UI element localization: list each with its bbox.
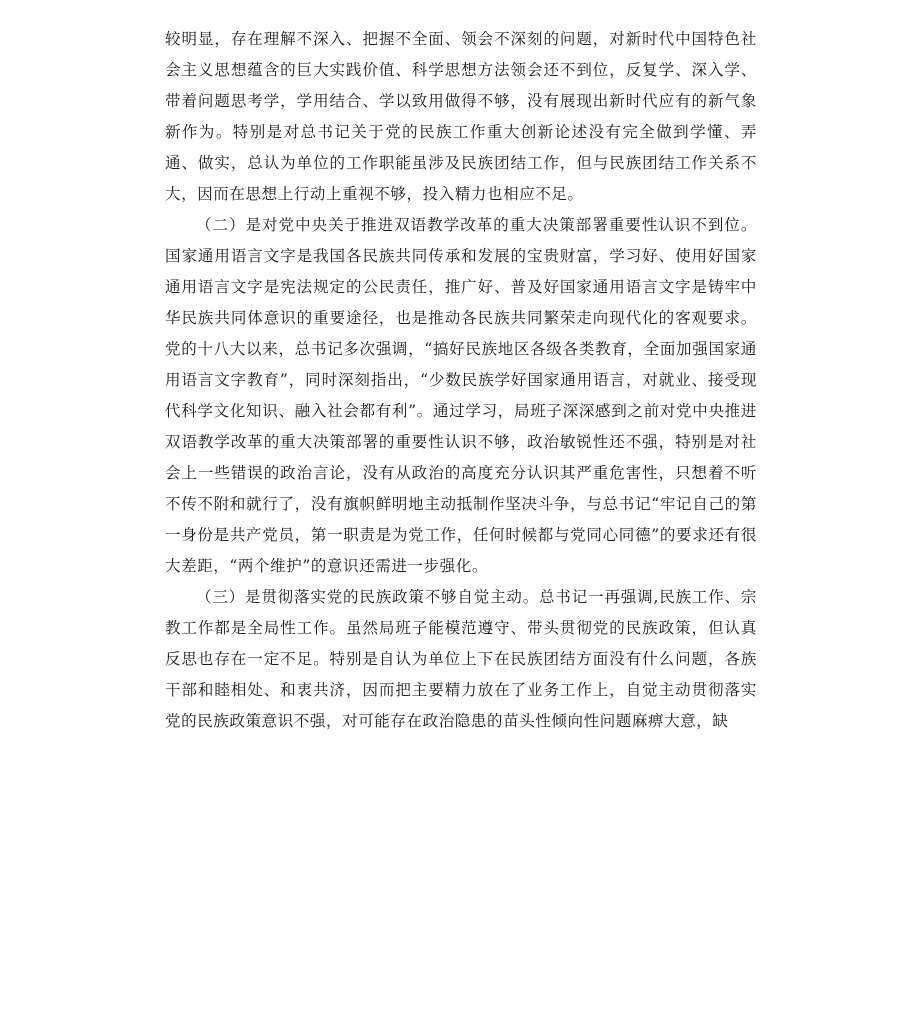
paragraph-section-two: （二）是对党中央关于推进双语教学改革的重大决策部署重要性认识不到位。国家通用语言文字是我国各民族共同传承和发展的宝贵财富，学习好、使用好国家通用语言文字是宪法规定的公民责任，推广好、普及好国家通用语言文字是铸牢中华民族共同体意识的重要途径，也是推动各民族共同繁荣走向现代化的客观要求。党的十八大以来，总书记多次强调，“搞好民族地区各级各类教育，全面加强国家通用语言文字教育”，同时深刻指出，“少数民族学好国家通用语言，对就业、接受现代科学文化知识、融入社会都有利”。通过学习，局班子深深感到之前对党中央推进双语教学改革的重大决策部署的重要性认识不够，政治敏锐性还不强，特别是对社会上一些错误的政治言论，没有从政治的高度充分认识其严重危害性，只想着不听不传不附和就行了，没有旗帜鲜明地主动抵制作坚决斗争，与总书记“牢记自己的第一身份是共产党员，第一职责是为党工作，任何时候都与党同心同德”的要求还有很大差距，“两个维护”的意识还需进一步强化。 — [165, 216, 757, 575]
paragraph-section-three: （三）是贯彻落实党的民族政策不够自觉主动。总书记一再强调,民族工作、宗教工作都是全局性工作。虽然局班子能模范遵守、带头贯彻党的民族政策，但认真反思也存在一定不足。特别是自认为单位上下在民族团结方面没有什么问题，各族干部和睦相处、和衷共济，因而把主要精力放在了业务工作上，自觉主动贯彻落实党的民族政策意识不强，对可能存在政治隐患的苗头性倾向性问题麻痹大意，缺 — [165, 588, 757, 730]
paragraph-continued: 较明显，存在理解不深入、把握不全面、领会不深刻的问题，对新时代中国特色社会主义思想蕴含的巨大实践价值、科学思想方法领会还不到位，反复学、深入学、带着问题思考学，学用结合、学以致用做得不够，没有展现出新时代应有的新气象新作为。特别是对总书记关于党的民族工作重大创新论述没有完全做到学懂、弄通、做实，总认为单位的工作职能虽涉及民族团结工作，但与民族团结工作关系不大，因而在思想上行动上重视不够，投入精力也相应不足。 — [165, 30, 757, 203]
document-body — [165, 24, 757, 737]
